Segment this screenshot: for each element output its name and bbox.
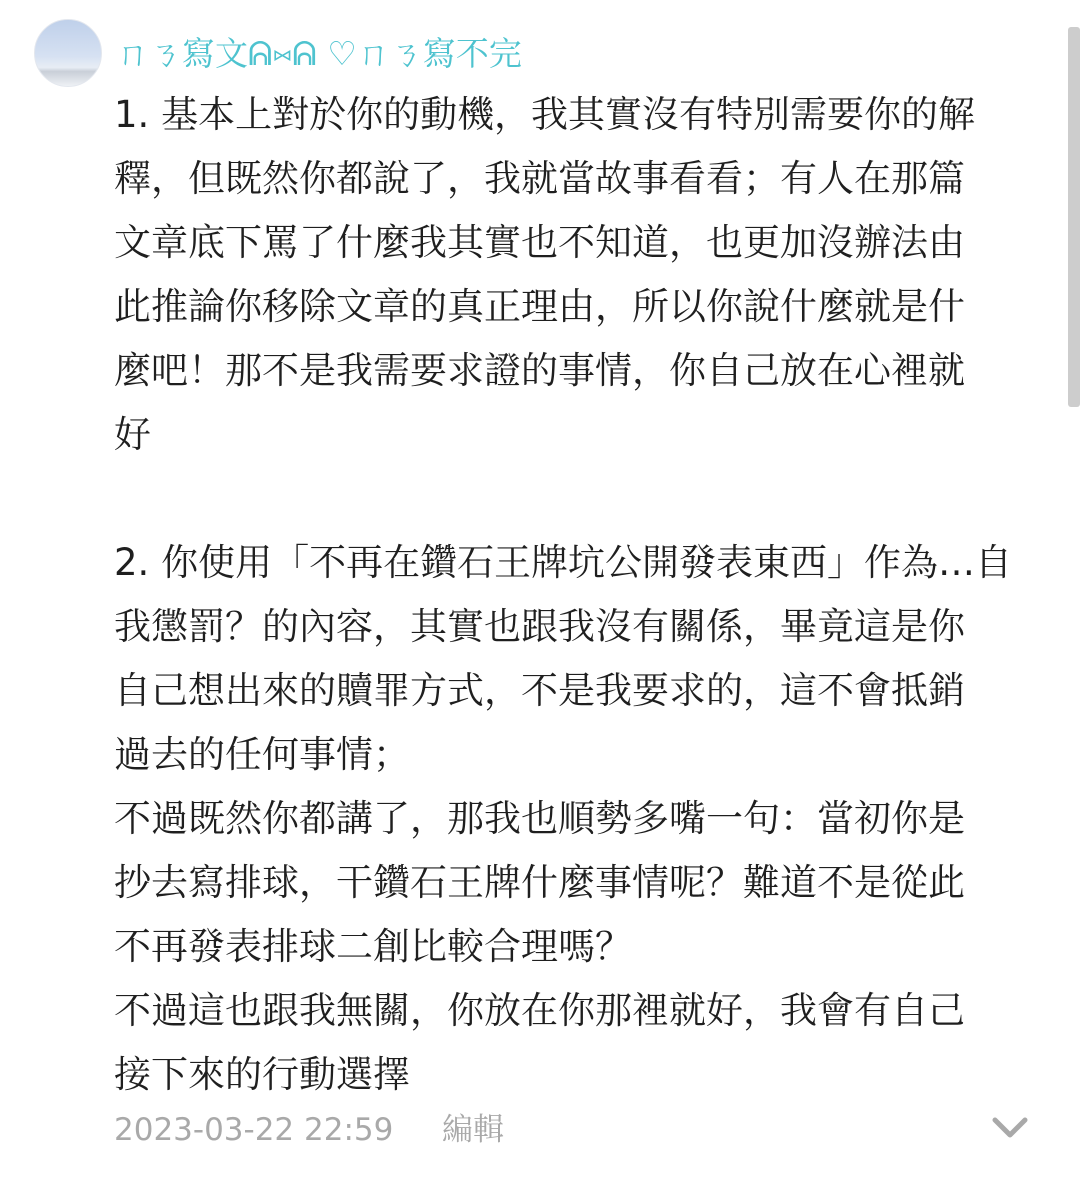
comment-line: 我懲罰？的內容，其實也跟我沒有關係，畢竟這是你 (114, 605, 965, 648)
comment-line: 接下來的行動選擇 (114, 1053, 410, 1096)
comment-line: 過去的任何事情； (114, 733, 410, 776)
comment-line: 好 (114, 413, 151, 456)
edit-button[interactable]: 編輯 (442, 1112, 504, 1148)
username[interactable]: ㄇㄋ寫文ᕱ⑅ᕱ ♡ㄇㄋ寫不完 (116, 34, 522, 73)
comment-line: 釋，但既然你都說了，我就當故事看看；有人在那篇 (114, 157, 965, 200)
comment-line: 抄去寫排球，干鑽石王牌什麼事情呢？難道不是從此 (114, 861, 965, 904)
chevron-down-icon[interactable] (990, 1112, 1030, 1142)
avatar[interactable] (34, 19, 102, 87)
comment-line: 不過既然你都講了，那我也順勢多嘴一句：當初你是 (114, 797, 965, 840)
scrollbar[interactable] (1068, 27, 1080, 407)
comment-line: 不過這也跟我無關，你放在你那裡就好，我會有自己 (114, 989, 965, 1032)
paragraph-gap (114, 467, 1049, 531)
comment-line: 不再發表排球二創比較合理嗎？ (114, 925, 632, 968)
comment-line: 自己想出來的贖罪方式，不是我要求的，這不會抵銷 (114, 669, 965, 712)
comment-body (114, 83, 1049, 1107)
timestamp: 2023-03-22 22:59 (114, 1112, 394, 1148)
comment-line: 1. 基本上對於你的動機，我其實沒有特別需要你的解 (114, 93, 976, 136)
comment-line: 此推論你移除文章的真正理由，所以你說什麼就是什 (114, 285, 965, 328)
comment-line: 文章底下罵了什麼我其實也不知道，也更加沒辦法由 (114, 221, 965, 264)
comment-line: 2. 你使用「不再在鑽石王牌坑公開發表東西」作為…自 (114, 541, 1013, 584)
comment-line: 麼吧！那不是我需要求證的事情，你自己放在心裡就 (114, 349, 965, 392)
